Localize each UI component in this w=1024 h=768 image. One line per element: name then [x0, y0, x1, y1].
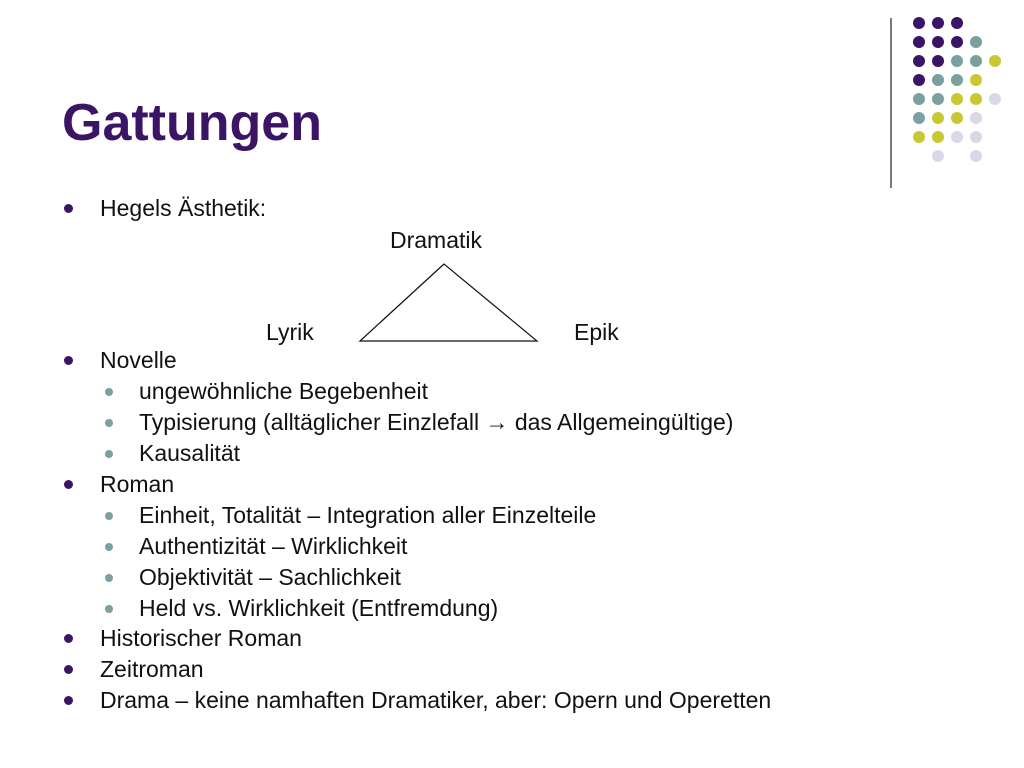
list-subitem: ungewöhnliche Begebenheit: [139, 378, 429, 404]
list-subitem: Kausalität: [139, 440, 241, 466]
list-item-drama: Drama – keine namhaften Dramatiker, aber: Opern und Operetten: [100, 687, 772, 713]
triangle-shape: [360, 264, 537, 341]
list-item-historischer-roman: Historischer Roman: [100, 625, 302, 651]
diagram-label-dramatik: Dramatik: [390, 227, 483, 253]
list-subitem: Typisierung (alltäglicher Einzlefall → das Allgemeingültige): [139, 409, 734, 435]
slide-title: Gattungen: [62, 94, 322, 152]
list-subitem: Objektivität – Sachlichkeit: [139, 564, 402, 590]
list-subitem: Authentizität – Wirklichkeit: [139, 533, 408, 559]
list-item-hegel: Hegels Ästhetik:: [100, 195, 267, 221]
list-item-novelle: Novelle: [100, 347, 177, 373]
diagram-label-epik: Epik: [574, 319, 619, 345]
list-subitem: Held vs. Wirklichkeit (Entfremdung): [139, 595, 499, 621]
list-subitem: Einheit, Totalität – Integration aller Einzelteile: [139, 502, 597, 528]
diagram-label-lyrik: Lyrik: [266, 319, 314, 345]
list-item-roman: Roman: [100, 471, 175, 497]
list-item-zeitroman: Zeitroman: [100, 656, 204, 682]
